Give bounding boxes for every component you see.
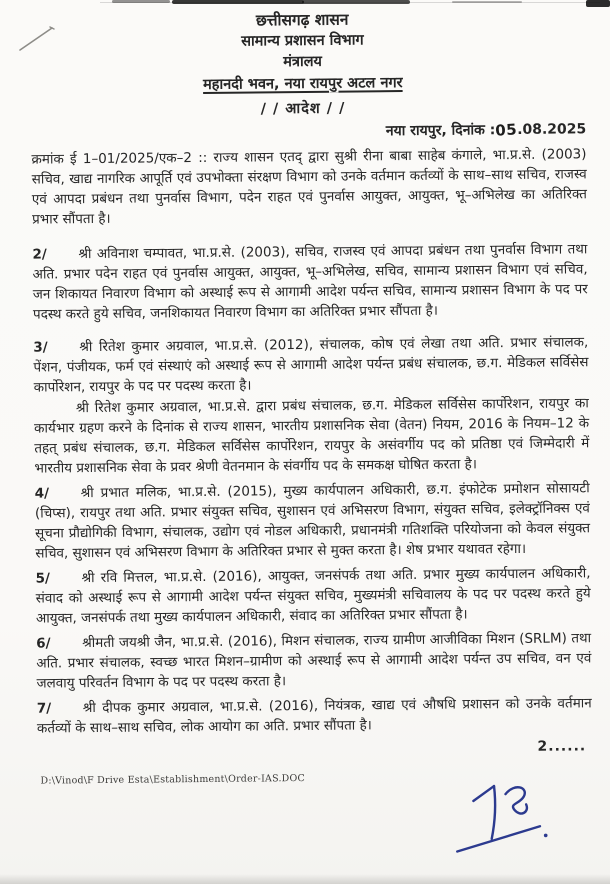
paragraph-text: श्री रितेश कुमार अग्रवाल, भा.प्र.से. द्वारा प्रबंध संचालक, छ.ग. मेडिकल सर्विसेस कार्पोरेशन, रायपुर का कार्यभार ग्रहण करने के दिनांक से राज्य शासन, भारतीय प्रशासनिक सेवा (वेतन) नियम, 2016 के नियम–12 के तहत् प्रबंध संचालक, छ.ग. मेडिकल सर्विसेस कार्पोरेशन, रायपुर के असंवर्गीय पद को प्रतिष्ठा एवं जिम्मेदारी में भारतीय प्रशासनिक सेवा के प्रवर श्रेणी वेतनमान के संवर्गीय पद के समकक्ष घोषित करता है।	[34, 394, 590, 477]
office-address: महानदी भवन, नया रायपुर अटल नगर	[202, 74, 403, 93]
paragraph-number: 7/	[36, 699, 52, 717]
paragraph-7	[37, 693, 592, 738]
paragraph-6	[36, 628, 592, 693]
printed-date: .08.2025	[517, 120, 587, 138]
department-name: सामान्य प्रशासन विभाग	[241, 32, 364, 51]
paragraph-5	[35, 563, 591, 628]
paragraph-4	[35, 478, 591, 563]
paragraph-2	[32, 239, 588, 324]
paragraph-number: 4/	[34, 484, 50, 502]
handwritten-date-day: 05	[494, 119, 518, 140]
order-text	[0, 138, 610, 739]
order-title: / / आदेश / /	[260, 100, 346, 117]
handwritten-signature-icon	[448, 778, 563, 863]
paragraph-text: श्रीमती जयश्री जैन, भा.प्र.से. (2016), मिशन संचालक, राज्य ग्रामीण आजीविका मिशन (SRLM) तथा अति. प्रभार संचालक, स्वच्छ भारत मिशन–ग्रामीण को अस्थाई रूप से आगामी आदेश पर्यन्त उप सचिव, वन एवं जलवायु परिवर्तन विभाग के पद पर पदस्थ करता है।	[36, 629, 592, 692]
paragraph-text: श्री रवि मित्तल, भा.प्र.से. (2016), आयुक्त, जनसंपर्क तथा अति. प्रभार मुख्य कार्यपालन अधिकारी, संवाद को अस्थाई रूप से आगामी आदेश पर्यन्त संयुक्त सचिव, मुख्यमंत्री सचिवालय के पद पर पदस्थ करते हुये आयुक्त, जनसंपर्क तथा मुख्य कार्यपालन अधिकारी, संवाद का अतिरिक्त प्रभार सौंपता है।	[35, 564, 591, 627]
paragraph-3	[33, 332, 589, 397]
paragraph-text: श्री दीपक कुमार अग्रवाल, भा.प्र.से. (2016), नियंत्रक, खाद्य एवं औषधि प्रशासन को उनके वर्तमान कर्तव्यों के साथ–साथ सचिव, लोक आयोग का अति. प्रभार सौंपता है।	[36, 694, 592, 737]
paragraph-1	[31, 144, 587, 229]
footer-file-path: D:\Vinod\F Drive Esta\Establishment\Order-IAS.DOC	[40, 772, 305, 787]
paragraph-3-continuation	[34, 393, 590, 478]
paragraph-text: श्री अविनाश चम्पावत, भा.प्र.से. (2003), सचिव, राजस्व एवं आपदा प्रबंधन तथा पुनर्वास विभाग तथा अति. प्रभार पदेन राहत एवं पुनर्वास आयुक्त, आयुक्त, भू–अभिलेख, सचिव, सामान्य प्रशासन विभाग एवं सचिव, जन शिकायत निवारण विभाग को अस्थाई रूप से आगामी आदेश पर्यन्त सचिव, सामान्य प्रशासन विभाग के पद पर पदस्थ करते हुये सचिव, जनशिकायत निवारण विभाग का अतिरिक्त प्रभार सौंपता है।	[32, 240, 588, 323]
paragraph-text: श्री प्रभात मलिक, भा.प्र.से. (2015), मुख्य कार्यपालन अधिकारी, छ.ग. इंफोटेक प्रमोशन सोसायटी (चिप्स), रायपुर तथा अति. प्रभार संयुक्त सचिव, सुशासन एवं अभिसरण विभाग, संयुक्त सचिव, इलेक्ट्रॉनिक्स एवं सूचना प्रौद्योगिकी विभाग, संचालक, उद्योग एवं नोडल अधिकारी, प्रधानमंत्री गतिशक्ति परियोजना को केवल संयुक्त सचिव, सुशासन एवं अभिसरण विभाग के अतिरिक्त प्रभार से मुक्त करता है। शेष प्रभार यथावत रहेगा।	[34, 479, 591, 562]
document-header	[0, 0, 608, 122]
ministry-name: मंत्रालय	[283, 54, 322, 71]
paragraph-number: 6/	[36, 634, 51, 652]
government-name: छत्तीसगढ़ शासन	[255, 10, 349, 30]
scan-bottom-shadow	[0, 874, 610, 884]
paragraph-text: क्रमांक ई 1–01/2025/एक–2 :: राज्य शासन एतद् द्वारा सुश्री रीना बाबा साहेब कंगाले, भा.प्र.से. (2003) सचिव, खाद्य नागरिक आपूर्ति एवं उपभोक्ता संरक्षण विभाग को उनके वर्तमान कर्तव्यों के साथ–साथ सचिव, राजस्व एवं आपदा प्रबंधन तथा पुनर्वास विभाग, पदेन राहत एवं पुनर्वास आयुक्त, आयुक्त, भू–अभिलेख का अतिरिक्त प्रभार सौंपता है।	[31, 145, 587, 228]
continuation-page-number: 2......	[537, 737, 587, 755]
place-date-prefix: नया रायपुर, दिनांक :	[385, 121, 496, 139]
paragraph-number: 3/	[33, 339, 48, 356]
paragraph-text: श्री रितेश कुमार अग्रवाल, भा.प्र.से. (2012), संचालक, कोष एवं लेखा तथा अति. प्रभार संचालक, पेंशन, पंजीयक, फर्म एवं संस्थाएं को अस्थाई रूप से आगामी आदेश पर्यन्त प्रबंध संचालक, छ.ग. मेडिकल सर्विसेस कार्पोरेशन, रायपुर के पद पर पदस्थ करता है।	[33, 333, 589, 396]
paragraph-number: 2/	[32, 246, 47, 263]
paragraph-number: 5/	[35, 569, 50, 587]
